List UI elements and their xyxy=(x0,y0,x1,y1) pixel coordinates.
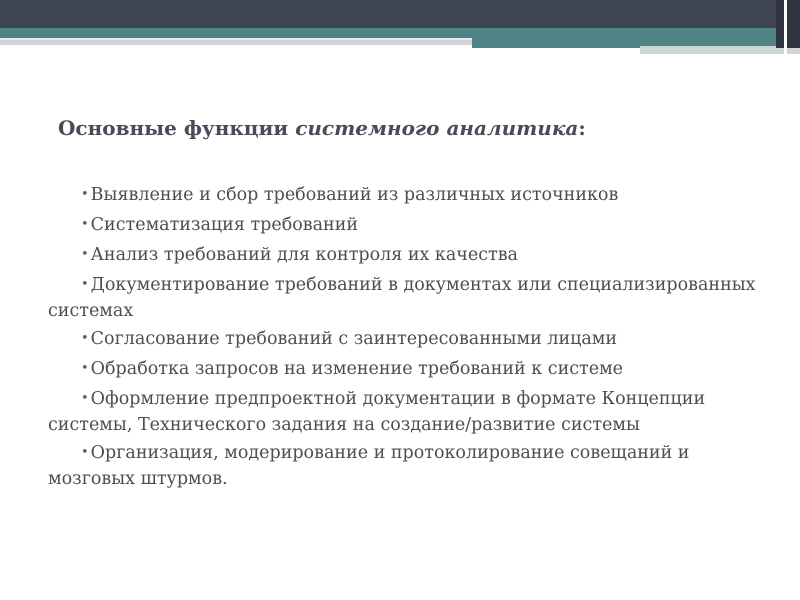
bullet-icon: • xyxy=(81,445,89,460)
title-prefix: Основные функции xyxy=(58,116,296,140)
list-item xyxy=(48,387,768,437)
header-band-teal xyxy=(0,28,800,38)
list-item xyxy=(48,273,768,323)
bullet-icon: • xyxy=(81,247,89,262)
list-item xyxy=(48,213,768,239)
bullet-icon: • xyxy=(81,331,89,346)
list-item-text: Систематизация требований xyxy=(90,215,359,235)
bullet-icon: • xyxy=(81,187,89,202)
header-band-highlight xyxy=(0,38,472,40)
list-item-text: Оформление предпроектной документации в формате Концепции системы, Технического задания на создание/развитие системы xyxy=(48,389,706,435)
header-corner-block xyxy=(776,0,800,48)
slide-title xyxy=(58,116,586,140)
list-item-text: Выявление и сбор требований из различных источников xyxy=(90,185,619,205)
list-item-text: Согласование требований с заинтересованными лицами xyxy=(90,329,618,349)
list-item xyxy=(48,441,768,491)
list-item xyxy=(48,243,768,269)
bullet-icon: • xyxy=(81,217,89,232)
title-emphasis: системного аналитика xyxy=(295,116,579,140)
list-item-text: Обработка запросов на изменение требований к системе xyxy=(90,359,624,379)
bullet-icon: • xyxy=(81,277,89,292)
list-item xyxy=(48,183,768,209)
list-item-text: Документирование требований в документах или специализированных системах xyxy=(48,275,756,321)
list-item-text: Анализ требований для контроля их качества xyxy=(90,245,518,265)
functions-list xyxy=(48,183,768,495)
bullet-icon: • xyxy=(81,391,89,406)
title-suffix: : xyxy=(578,116,586,140)
header-band-dark xyxy=(0,0,800,28)
list-item xyxy=(48,357,768,383)
bullet-icon: • xyxy=(81,361,89,376)
header-corner-divider xyxy=(784,0,787,56)
list-item xyxy=(48,327,768,353)
list-item-text: Организация, модерирование и протоколирование совещаний и мозговых штурмов. xyxy=(48,443,690,489)
